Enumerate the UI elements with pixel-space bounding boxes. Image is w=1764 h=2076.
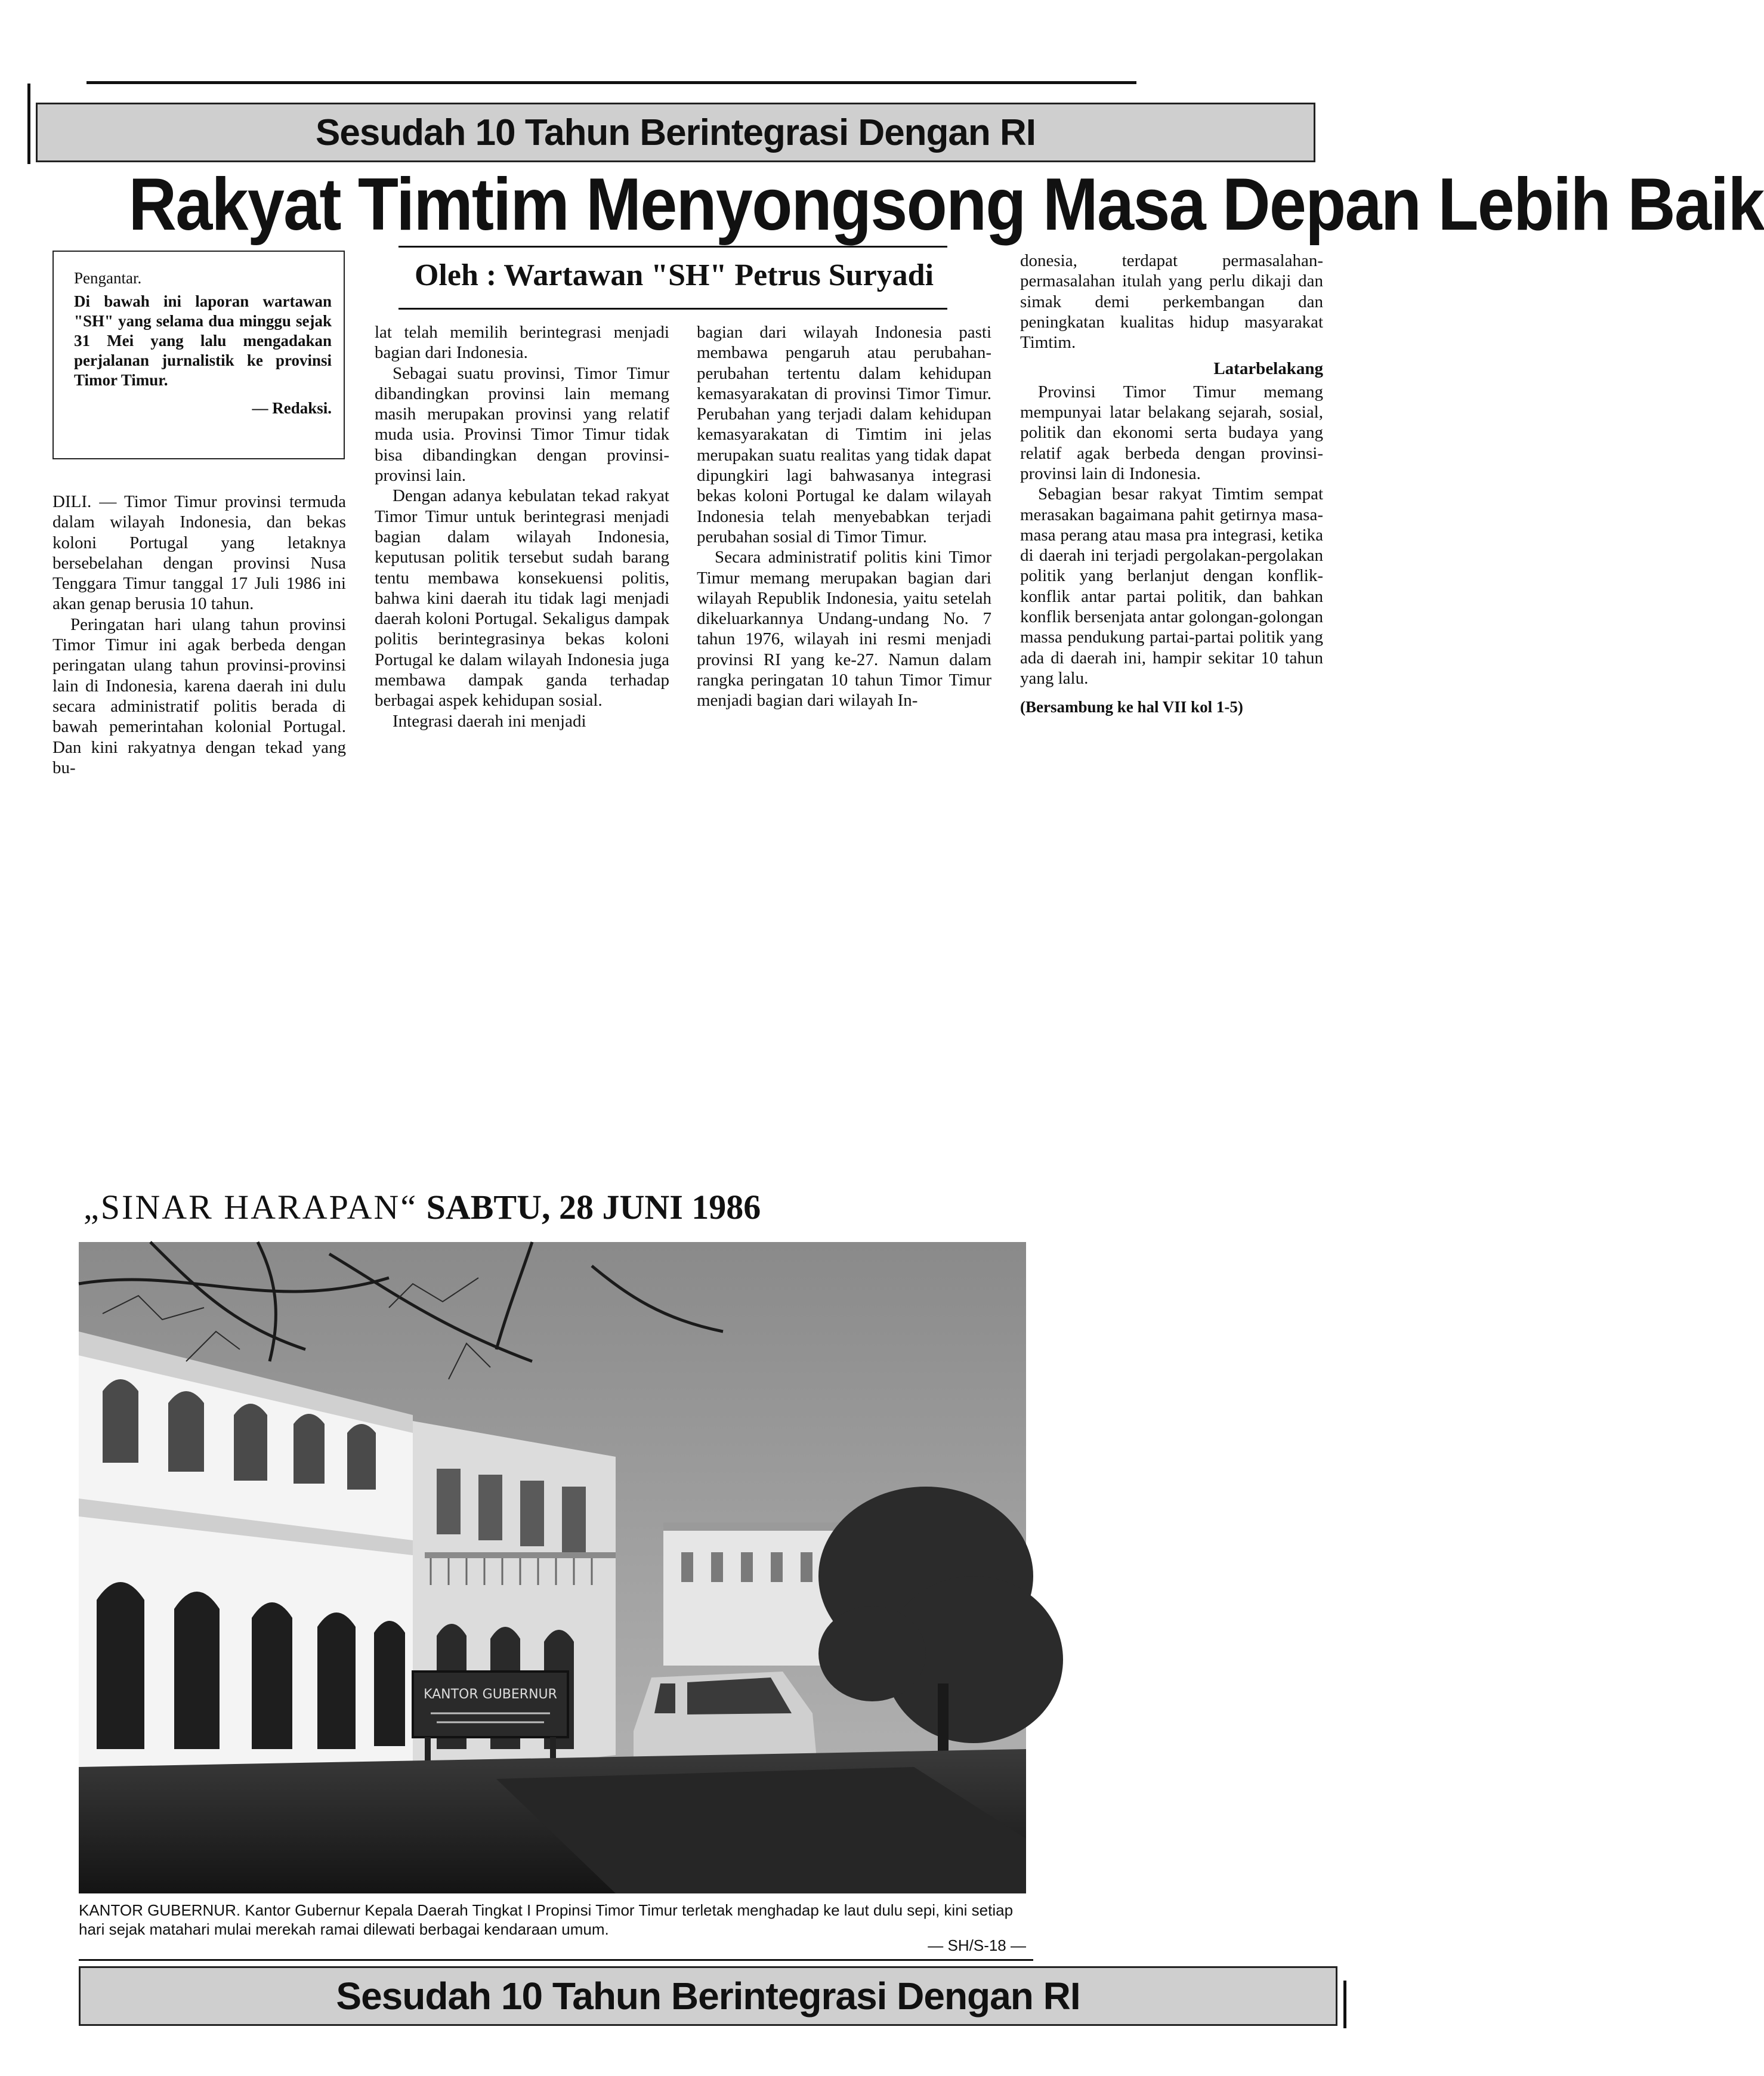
footer-banner [79, 1966, 1337, 2026]
col4-subhead: Latarbelakang [1213, 359, 1323, 379]
top-rule [86, 81, 1136, 84]
intro-box [52, 251, 345, 459]
caption-text: Kantor Gubernur Kepala Daerah Tingkat I Propinsi Timor Timur terletak menghadap ke laut dulu sepi, kini setiap hari sejak matahari mulai merekah ramai dilewati berbagai kendaraan umum. [79, 1901, 1014, 1938]
newspaper-name: „SINAR HARAPAN“ [84, 1188, 418, 1227]
article-column-1 [52, 492, 346, 778]
caption-tag: KANTOR GUBERNUR. [79, 1901, 241, 1919]
photo-credit: — SH/S-18 — [928, 1936, 1026, 1954]
masthead-line [84, 1187, 761, 1227]
photo-illustration [79, 1242, 1026, 1893]
col4-paragraph: donesia, terdapat permasalahan-permasalahan itulah yang perlu dikaji dan simak demi perkembangan dan peningkatan kualitas hidup masyarakat Timtim. [1020, 251, 1323, 353]
article-column-2 [375, 322, 669, 731]
col2-paragraph: Integrasi daerah ini menjadi [393, 711, 586, 731]
article-column-4 [1020, 251, 1323, 718]
caption-rule [79, 1959, 1033, 1961]
continued-note: (Bersambung ke hal VII kol 1-5) [1020, 698, 1243, 716]
kicker-text: Sesudah 10 Tahun Berintegrasi Dengan RI [315, 112, 1036, 153]
intro-text: Di bawah ini laporan wartawan "SH" yang selama dua minggu sejak 31 Mei yang lalu mengadakan perjalanan jurnalistik ke provinsi Timor Timur. [74, 292, 332, 389]
byline: Oleh : Wartawan "SH" Petrus Suryadi [414, 258, 934, 292]
headline: Rakyat Timtim Menyongsong Masa Depan Lebih Baik [128, 163, 1764, 246]
photo-caption [79, 1901, 1027, 1939]
article-column-3 [697, 322, 991, 711]
col2-paragraph: lat telah memilih berintegrasi menjadi bagian dari Indonesia. [375, 323, 669, 363]
issue-date: SABTU, 28 JUNI 1986 [426, 1188, 761, 1227]
intro-label: Pengantar. [74, 269, 142, 287]
footer-banner-text: Sesudah 10 Tahun Berintegrasi Dengan RI [336, 1975, 1080, 2018]
col1-paragraph: DILI. — Timor Timur provinsi termuda dalam wilayah Indonesia, dan bekas koloni Portugal yang letaknya bersebelahan dengan provinsi Nusa Tenggara Timur tanggal 17 Juli 1986 ini akan genap berusia 10 tahun. [52, 492, 346, 614]
col2-paragraph: Dengan adanya kebulatan tekad rakyat Timor Timur untuk berintegrasi menjadi bagian dalam wilayah Indonesia, keputusan politik tersebut sudah barang tentu membawa konsekuensi politis, bahwa kini daerah itu tidak lagi menjadi daerah koloni Portugal. Sekaligus dampak politis berintegrasinya bekas koloni Portugal ke dalam wilayah Indonesia juga membawa dampak ganda terhadap berbagai aspek kehidupan sosial. [375, 486, 669, 710]
kicker-banner [36, 103, 1315, 162]
right-margin-bar [1343, 1981, 1346, 2028]
col4-paragraph: Sebagian besar rakyat Timtim sempat merasakan bagaimana pahit getirnya masa-masa perang atau masa pra integrasi, ketika di daerah ini terjadi pergolakan-pergolakan politik yang berlanjut dengan konflik-konflik antar partai politik, dan bahkan konflik bersenjata antar golongan-golongan massa pendukung partai-partai politik yang ada di daerah ini, hampir sekitar 10 tahun yang lalu. [1020, 484, 1323, 688]
col3-paragraph: Secara administratif politis kini Timor Timur memang merupakan bagian dari wilayah Republik Indonesia, yaitu setelah dikeluarkannya Undang-undang No. 7 tahun 1976, wilayah ini resmi menjadi provinsi RI yang ke-27. Namun dalam rangka peringatan 10 tahun Timor Timur menjadi bagian dari wilayah In- [697, 548, 991, 710]
photo-sign-text: KANTOR GUBERNUR [424, 1687, 557, 1702]
left-margin-bar [27, 84, 30, 164]
col2-paragraph: Sebagai suatu provinsi, Timor Timur dibandingkan provinsi lain memang masih merupakan provinsi yang relatif muda usia. Provinsi Timor Timur tidak bisa dibandingkan dengan provinsi-provinsi lain. [375, 363, 669, 486]
intro-sign: — Redaksi. [252, 399, 332, 417]
governor-office-photo [79, 1242, 1026, 1893]
byline-rule-top [398, 246, 947, 248]
byline-rule-bottom [398, 308, 947, 310]
col3-paragraph: bagian dari wilayah Indonesia pasti membawa pengaruh atau perubahan-perubahan tertentu dalam kehidupan kemasyarakatan di provinsi Timor Timur. Perubahan yang terjadi dalam kehidupan kemasyarakatan di Timtim ini jelas merupakan suatu realitas yang tidak dapat dipungkiri lagi bahwasanya integrasi bekas koloni Portugal ke dalam wilayah Indonesia telah menyebabkan terjadi perubahan sosial di Timor Timur. [697, 323, 991, 546]
col4-paragraph: Provinsi Timor Timur memang mempunyai latar belakang sejarah, sosial, politik dan ekonomi serta budaya yang relatif agak berbeda dengan provinsi-provinsi lain di Indonesia. [1020, 382, 1323, 483]
col1-paragraph: Peringatan hari ulang tahun provinsi Timor Timur ini agak berbeda dengan peringatan ulang tahun provinsi-provinsi lain di Indonesia, karena daerah ini dulu secara administratif politis berada di bawah pemerintahan kolonial Portugal. Dan kini rakyatnya dengan tekad yang bu- [52, 614, 346, 777]
